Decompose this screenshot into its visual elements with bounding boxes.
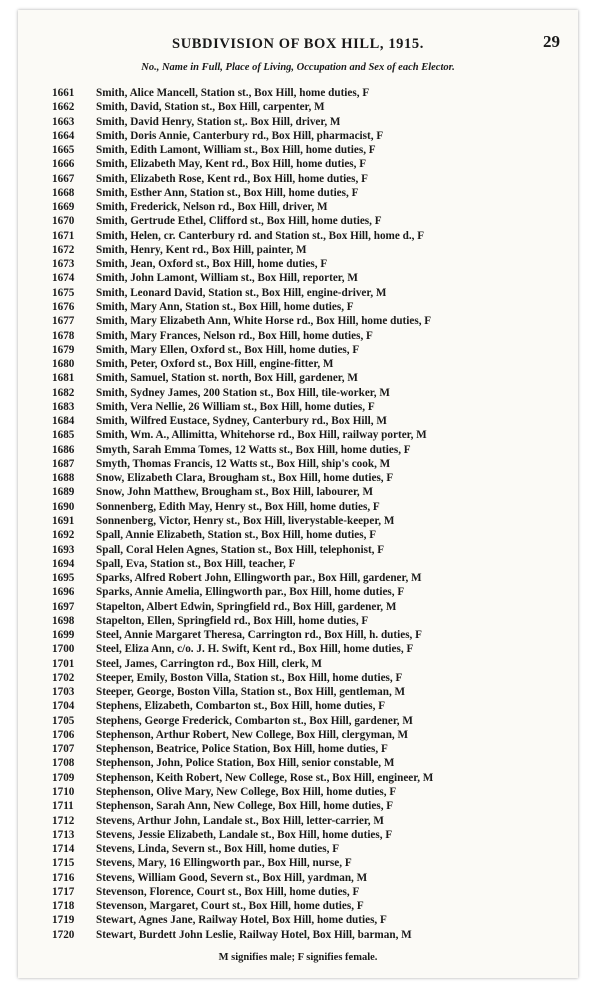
elector-row [52, 771, 572, 785]
column-heading: No., Name in Full, Place of Living, Occupation and Sex of each Elector. [141, 62, 455, 73]
elector-number: 1673 [52, 258, 75, 271]
elector-number: 1688 [52, 472, 75, 485]
elector-number: 1664 [52, 129, 75, 142]
elector-row [52, 657, 572, 671]
elector-details: Smith, David Henry, Station st,. Box Hill, driver, M [96, 115, 341, 128]
elector-number: 1689 [52, 486, 75, 499]
page-title: SUBDIVISION OF BOX HILL, 1915. [172, 36, 424, 52]
elector-number: 1707 [52, 743, 75, 756]
elector-row [52, 428, 572, 442]
elector-number: 1684 [52, 415, 75, 428]
elector-details: Smith, Elizabeth May, Kent rd., Box Hill, home duties, F [96, 158, 367, 171]
elector-row [52, 300, 572, 314]
elector-details: Stephenson, Sarah Ann, New College, Box Hill, home duties, F [96, 800, 394, 813]
elector-number: 1700 [52, 643, 75, 656]
elector-details: Smith, Mary Frances, Nelson rd., Box Hill, home duties, F [96, 329, 373, 342]
elector-row [52, 257, 572, 271]
elector-number: 1694 [52, 557, 75, 570]
elector-row [52, 642, 572, 656]
elector-details: Stevenson, Florence, Court st., Box Hill, home duties, F [96, 885, 360, 898]
elector-list [52, 86, 572, 942]
elector-number: 1679 [52, 343, 75, 356]
elector-row [52, 714, 572, 728]
elector-number: 1691 [52, 514, 75, 527]
elector-number: 1711 [52, 800, 74, 813]
elector-number: 1710 [52, 786, 75, 799]
elector-details: Stapelton, Albert Edwin, Springfield rd., Box Hill, gardener, M [96, 600, 397, 613]
elector-details: Smith, Frederick, Nelson rd., Box Hill, driver, M [96, 201, 328, 214]
elector-row [52, 457, 572, 471]
elector-row [52, 229, 572, 243]
elector-details: Smith, Peter, Oxford st., Box Hill, engine-fitter, M [96, 358, 334, 371]
elector-details: Smith, Wilfred Eustace, Sydney, Canterbury rd., Box Hill, M [96, 415, 387, 428]
elector-details: Smyth, Thomas Francis, 12 Watts st., Box Hill, ship's cook, M [96, 457, 391, 470]
elector-number: 1712 [52, 814, 75, 827]
elector-number: 1685 [52, 429, 75, 442]
elector-row [52, 928, 572, 942]
elector-details: Spall, Annie Elizabeth, Station st., Box Hill, home duties, F [96, 529, 377, 542]
elector-details: Steeper, Emily, Boston Villa, Station st., Box Hill, home duties, F [96, 671, 403, 684]
elector-details: Stewart, Agnes Jane, Railway Hotel, Box Hill, home duties, F [96, 914, 387, 927]
elector-details: Spall, Coral Helen Agnes, Station st., Box Hill, telephonist, F [96, 543, 385, 556]
elector-number: 1683 [52, 400, 75, 413]
elector-row [52, 143, 572, 157]
elector-details: Smith, Jean, Oxford st., Box Hill, home duties, F [96, 258, 328, 271]
elector-details: Sonnenberg, Victor, Henry st., Box Hill, liverystable-keeper, M [96, 514, 395, 527]
elector-row [52, 200, 572, 214]
elector-details: Stephenson, Keith Robert, New College, Rose st., Box Hill, engineer, M [96, 771, 434, 784]
elector-details: Smith, John Lamont, William st., Box Hill, reporter, M [96, 272, 358, 285]
elector-details: Steeper, George, Boston Villa, Station st., Box Hill, gentleman, M [96, 686, 406, 699]
elector-details: Smith, Mary Ellen, Oxford st., Box Hill, home duties, F [96, 343, 360, 356]
elector-number: 1672 [52, 243, 75, 256]
elector-details: Stephenson, Arthur Robert, New College, Box Hill, clergyman, M [96, 728, 409, 741]
elector-number: 1701 [52, 657, 75, 670]
elector-details: Smith, Vera Nellie, 26 William st., Box Hill, home duties, F [96, 400, 375, 413]
elector-number: 1661 [52, 87, 75, 99]
elector-row [52, 871, 572, 885]
elector-number: 1708 [52, 757, 75, 770]
elector-details: Steel, Eliza Ann, c/o. J. H. Swift, Kent rd., Box Hill, home duties, F [96, 643, 414, 656]
elector-row [52, 186, 572, 200]
elector-row [52, 600, 572, 614]
elector-row [52, 913, 572, 927]
elector-number: 1698 [52, 614, 75, 627]
elector-details: Stephens, George Frederick, Combarton st., Box Hill, gardener, M [96, 714, 413, 727]
elector-number: 1671 [52, 229, 75, 242]
elector-number: 1675 [52, 286, 75, 299]
elector-details: Smith, Henry, Kent rd., Box Hill, painter, M [96, 243, 307, 256]
elector-row [52, 471, 572, 485]
elector-row [52, 172, 572, 186]
elector-row [52, 614, 572, 628]
elector-row [52, 243, 572, 257]
elector-row [52, 400, 572, 414]
elector-row [52, 628, 572, 642]
elector-number: 1717 [52, 885, 75, 898]
elector-details: Stevens, William Good, Severn st., Box Hill, yardman, M [96, 871, 368, 884]
elector-row [52, 371, 572, 385]
elector-details: Smith, Helen, cr. Canterbury rd. and Station st., Box Hill, home d., F [96, 229, 425, 242]
elector-details: Snow, John Matthew, Brougham st., Box Hill, labourer, M [96, 486, 374, 499]
elector-number: 1709 [52, 771, 75, 784]
elector-number: 1669 [52, 201, 75, 214]
elector-row [52, 528, 572, 542]
elector-details: Smith, Sydney James, 200 Station st., Box Hill, tile-worker, M [96, 386, 390, 399]
elector-details: Stevens, Arthur John, Landale st., Box Hill, letter-carrier, M [96, 814, 384, 827]
elector-row [52, 899, 572, 913]
elector-number: 1702 [52, 671, 75, 684]
elector-number: 1680 [52, 358, 75, 371]
elector-details: Stephenson, Olive Mary, New College, Box Hill, home duties, F [96, 786, 397, 799]
elector-row [52, 514, 572, 528]
elector-number: 1699 [52, 629, 75, 642]
elector-row [52, 571, 572, 585]
elector-row [52, 742, 572, 756]
elector-details: Stephenson, John, Police Station, Box Hill, senior constable, M [96, 757, 395, 770]
elector-row [52, 685, 572, 699]
elector-row [52, 329, 572, 343]
page-number: 29 [543, 32, 560, 51]
elector-details: Smith, Gertrude Ethel, Clifford st., Box Hill, home duties, F [96, 215, 382, 228]
elector-row [52, 699, 572, 713]
elector-row [52, 557, 572, 571]
elector-details: Sonnenberg, Edith May, Henry st., Box Hill, home duties, F [96, 500, 380, 513]
elector-row [52, 286, 572, 300]
elector-number: 1720 [52, 928, 75, 941]
elector-number: 1663 [52, 115, 75, 128]
elector-details: Smith, Samuel, Station st. north, Box Hill, gardener, M [96, 372, 358, 385]
elector-number: 1715 [52, 857, 75, 870]
elector-details: Smith, Alice Mancell, Station st., Box Hill, home duties, F [96, 87, 370, 99]
elector-details: Sparks, Annie Amelia, Ellingworth par., Box Hill, home duties, F [96, 586, 405, 599]
elector-number: 1718 [52, 900, 75, 913]
elector-number: 1670 [52, 215, 75, 228]
elector-number: 1667 [52, 172, 75, 185]
elector-row [52, 785, 572, 799]
elector-row [52, 828, 572, 842]
elector-number: 1666 [52, 158, 75, 171]
page-header [18, 32, 578, 56]
elector-details: Spall, Eva, Station st., Box Hill, teacher, F [96, 557, 296, 570]
elector-row [52, 129, 572, 143]
elector-details: Stephenson, Beatrice, Police Station, Box Hill, home duties, F [96, 743, 388, 756]
elector-details: Sparks, Alfred Robert John, Ellingworth par., Box Hill, gardener, M [96, 572, 422, 585]
elector-row [52, 386, 572, 400]
elector-row [52, 799, 572, 813]
elector-number: 1665 [52, 144, 75, 157]
elector-number: 1686 [52, 443, 75, 456]
elector-details: Stevens, Mary, 16 Ellingworth par., Box Hill, nurse, F [96, 857, 352, 870]
elector-row [52, 856, 572, 870]
elector-number: 1662 [52, 101, 75, 114]
elector-details: Stapelton, Ellen, Springfield rd., Box Hill, home duties, F [96, 614, 369, 627]
elector-row [52, 585, 572, 599]
elector-number: 1705 [52, 714, 75, 727]
elector-number: 1716 [52, 871, 75, 884]
elector-row [52, 100, 572, 114]
elector-row [52, 842, 572, 856]
elector-details: Smith, Edith Lamont, William st., Box Hill, home duties, F [96, 144, 376, 157]
elector-number: 1692 [52, 529, 75, 542]
elector-row [52, 214, 572, 228]
elector-row [52, 543, 572, 557]
elector-details: Smith, Elizabeth Rose, Kent rd., Box Hill, home duties, F [96, 172, 368, 185]
elector-details: Smith, Mary Ann, Station st., Box Hill, home duties, F [96, 300, 354, 313]
elector-number: 1706 [52, 728, 75, 741]
elector-details: Smith, Leonard David, Station st., Box Hill, engine-driver, M [96, 286, 387, 299]
elector-number: 1677 [52, 315, 75, 328]
elector-row [52, 814, 572, 828]
elector-row [52, 271, 572, 285]
elector-number: 1682 [52, 386, 75, 399]
elector-number: 1687 [52, 457, 75, 470]
elector-number: 1714 [52, 843, 75, 856]
elector-number: 1678 [52, 329, 75, 342]
elector-row [52, 756, 572, 770]
elector-details: Steel, Annie Margaret Theresa, Carrington rd., Box Hill, h. duties, F [96, 629, 422, 642]
elector-number: 1690 [52, 500, 75, 513]
page-footer: M signifies male; F signifies female. [218, 952, 378, 963]
elector-details: Stevens, Jessie Elizabeth, Landale st., Box Hill, home duties, F [96, 828, 393, 841]
elector-row [52, 885, 572, 899]
elector-details: Smith, David, Station st., Box Hill, carpenter, M [96, 101, 325, 114]
elector-row [52, 314, 572, 328]
elector-row [52, 485, 572, 499]
elector-number: 1713 [52, 828, 75, 841]
elector-row [52, 671, 572, 685]
elector-number: 1668 [52, 186, 75, 199]
elector-row [52, 728, 572, 742]
elector-row [52, 343, 572, 357]
elector-details: Stephens, Elizabeth, Combarton st., Box Hill, home duties, F [96, 700, 386, 713]
elector-number: 1681 [52, 372, 75, 385]
elector-details: Stewart, Burdett John Leslie, Railway Hotel, Box Hill, barman, M [96, 928, 412, 941]
elector-row [52, 157, 572, 171]
elector-row [52, 86, 572, 100]
elector-details: Snow, Elizabeth Clara, Brougham st., Box Hill, home duties, F [96, 472, 394, 485]
elector-number: 1697 [52, 600, 75, 613]
elector-row [52, 115, 572, 129]
elector-number: 1676 [52, 300, 75, 313]
elector-number: 1674 [52, 272, 75, 285]
elector-number: 1696 [52, 586, 75, 599]
electoral-roll-page [18, 10, 578, 978]
elector-row [52, 500, 572, 514]
elector-details: Smith, Esther Ann, Station st., Box Hill, home duties, F [96, 186, 359, 199]
elector-details: Stevens, Linda, Severn st., Box Hill, home duties, F [96, 843, 340, 856]
elector-details: Smyth, Sarah Emma Tomes, 12 Watts st., Box Hill, home duties, F [96, 443, 411, 456]
elector-number: 1719 [52, 914, 75, 927]
elector-number: 1703 [52, 686, 75, 699]
elector-number: 1695 [52, 572, 75, 585]
elector-row [52, 443, 572, 457]
elector-details: Stevenson, Margaret, Court st., Box Hill, home duties, F [96, 900, 364, 913]
elector-details: Smith, Wm. A., Allimitta, Whitehorse rd., Box Hill, railway porter, M [96, 429, 427, 442]
elector-number: 1704 [52, 700, 75, 713]
elector-row [52, 357, 572, 371]
elector-details: Smith, Doris Annie, Canterbury rd., Box Hill, pharmacist, F [96, 129, 384, 142]
elector-row [52, 414, 572, 428]
elector-number: 1693 [52, 543, 75, 556]
elector-details: Smith, Mary Elizabeth Ann, White Horse rd., Box Hill, home duties, F [96, 315, 432, 328]
elector-details: Steel, James, Carrington rd., Box Hill, clerk, M [96, 657, 322, 670]
